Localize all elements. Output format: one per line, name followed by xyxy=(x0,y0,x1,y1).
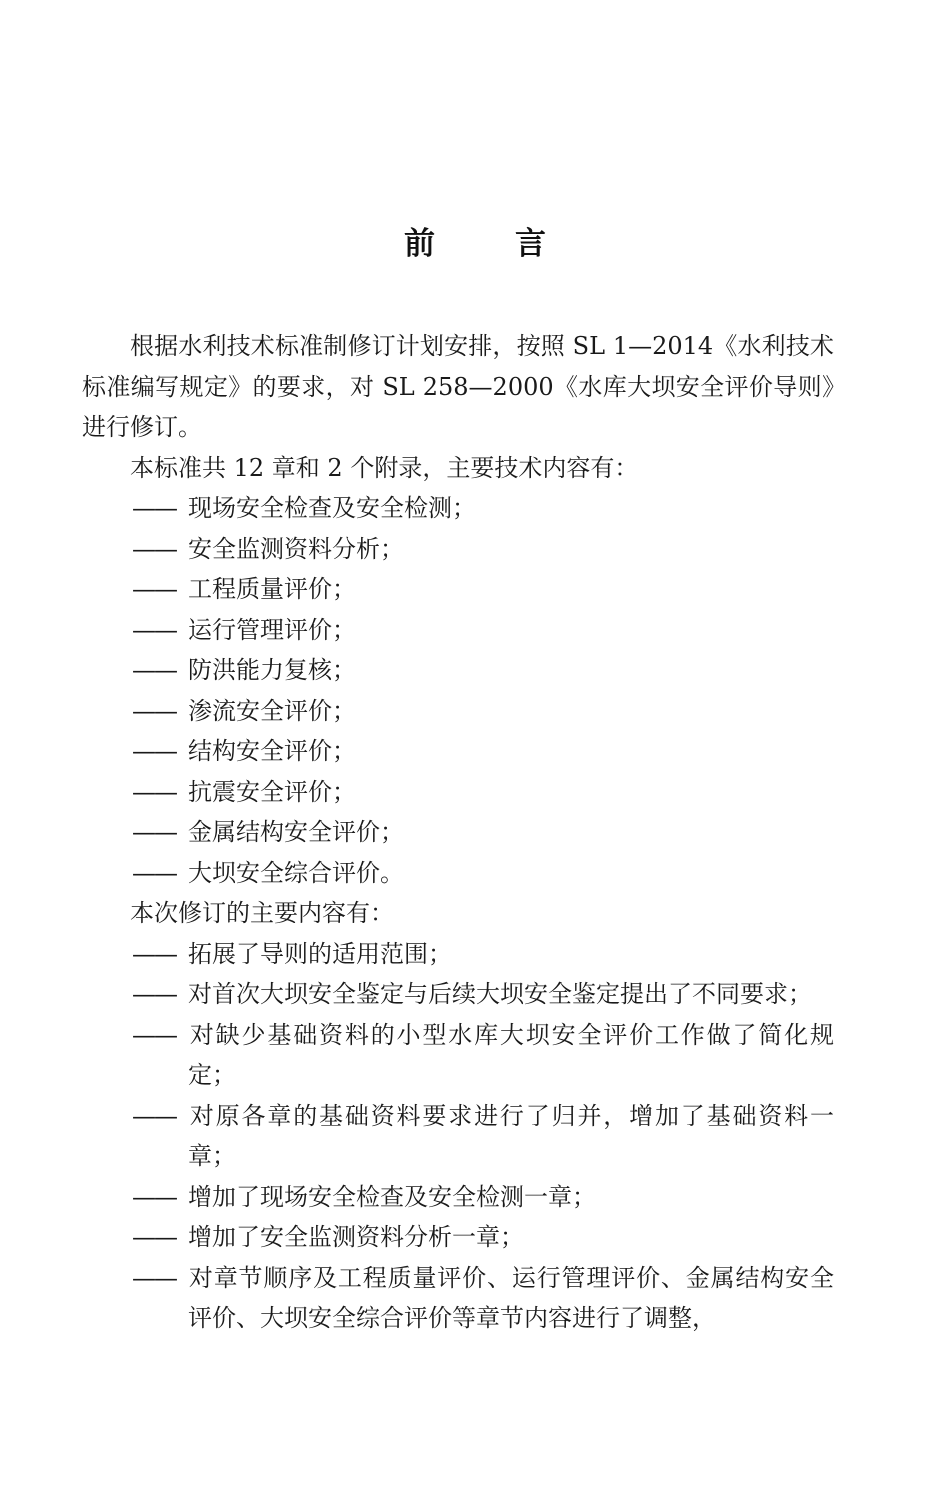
list-item-text: 增加了现场安全检查及安全检测一章； xyxy=(188,1182,596,1211)
list-item xyxy=(82,650,834,691)
list-item-text: 结构安全评价； xyxy=(188,737,356,765)
list-item xyxy=(82,731,834,772)
title-char-1: 前 xyxy=(404,226,435,262)
list-item xyxy=(82,1096,834,1177)
list-item-text: 拓展了导则的适用范围； xyxy=(188,939,452,968)
page-title xyxy=(0,222,950,266)
dash-marker: —— xyxy=(132,1020,176,1049)
dash-marker: —— xyxy=(132,696,176,725)
list-item-text: 对缺少基础资料的小型水库大坝安全评价工作做了简化规定； xyxy=(188,1020,834,1089)
list-item-text: 抗震安全评价； xyxy=(188,777,356,806)
dash-marker: —— xyxy=(132,1263,176,1292)
list-item xyxy=(82,1217,834,1258)
list-item xyxy=(82,488,834,529)
dash-marker: —— xyxy=(132,494,176,522)
dash-marker: —— xyxy=(132,534,176,563)
list-item xyxy=(82,610,834,651)
list-item-text: 金属结构安全评价； xyxy=(188,818,404,846)
dash-marker: —— xyxy=(132,980,176,1008)
list-item-text: 增加了安全监测资料分析一章； xyxy=(188,1223,524,1251)
list-item-text: 大坝安全综合评价。 xyxy=(188,858,404,887)
dash-marker: —— xyxy=(132,1101,176,1130)
intro-paragraph: 根据水利技术标准制修订计划安排，按照 SL 1—2014《水利技术标准编写规定》的要求，对 SL 258—2000《水库大坝安全评价导则》进行修订。 xyxy=(82,332,834,441)
dash-marker: —— xyxy=(132,656,176,684)
dash-marker: —— xyxy=(132,1223,176,1251)
dash-marker: —— xyxy=(132,777,176,806)
dash-marker: —— xyxy=(132,575,176,603)
dash-marker: —— xyxy=(132,858,176,887)
list-item-text: 对章节顺序及工程质量评价、运行管理评价、金属结构安全评价、大坝安全综合评价等章节内容进行了调整， xyxy=(188,1263,834,1332)
list-item xyxy=(82,974,834,1015)
list-item-text: 渗流安全评价； xyxy=(188,696,356,725)
list-item-text: 工程质量评价； xyxy=(188,575,356,603)
list-item xyxy=(82,1258,834,1339)
preface-body xyxy=(82,326,834,1339)
list-item-text: 运行管理评价； xyxy=(188,615,356,644)
list-item-text: 防洪能力复核； xyxy=(188,656,356,684)
list-item-text: 现场安全检查及安全检测； xyxy=(188,494,476,522)
list-item xyxy=(82,812,834,853)
list-item xyxy=(82,1177,834,1218)
list-item xyxy=(82,853,834,894)
list-item xyxy=(82,772,834,813)
title-char-2: 言 xyxy=(515,226,546,262)
list-item xyxy=(82,1015,834,1096)
dash-marker: —— xyxy=(132,737,176,765)
contents-lead-paragraph: 本标准共 12 章和 2 个附录，主要技术内容有： xyxy=(130,453,639,482)
list-item xyxy=(82,691,834,732)
revision-lead-paragraph: 本次修订的主要内容有： xyxy=(130,899,394,927)
list-item xyxy=(82,934,834,975)
dash-marker: —— xyxy=(132,818,176,846)
list-item-text: 对原各章的基础资料要求进行了归并，增加了基础资料一章； xyxy=(188,1101,834,1170)
dash-marker: —— xyxy=(132,939,176,968)
list-item-text: 对首次大坝安全鉴定与后续大坝安全鉴定提出了不同要求； xyxy=(188,980,812,1008)
list-item xyxy=(82,569,834,610)
dash-marker: —— xyxy=(132,615,176,644)
list-item xyxy=(82,529,834,570)
list-item-text: 安全监测资料分析； xyxy=(188,534,404,563)
dash-marker: —— xyxy=(132,1182,176,1211)
